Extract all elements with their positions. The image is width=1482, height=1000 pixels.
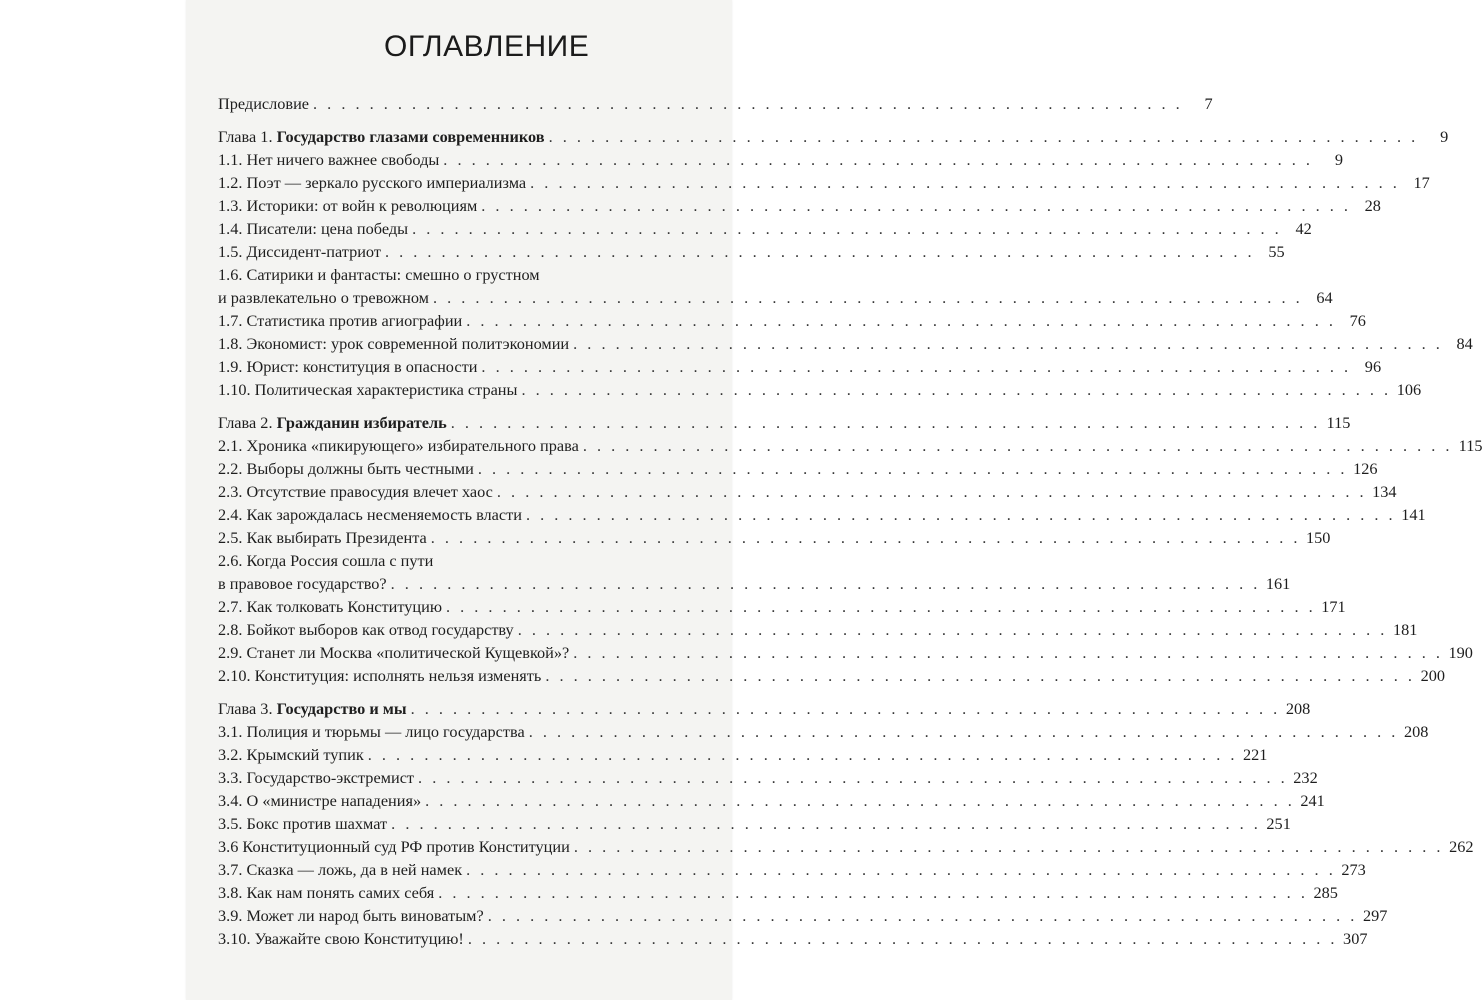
entry-label: и развлекательно о тревожном bbox=[218, 288, 429, 307]
dot-leader: . . . . . . . . . . . . . . . . . . . . . . . . . . . . . . . . . . . . . . . . . . . . . . . . . . . . . . . . . . . . . . bbox=[481, 357, 1352, 376]
entry-label: 2.1. Хроника «пикирующего» избирательного права bbox=[218, 436, 579, 455]
toc-entry[interactable] bbox=[218, 457, 1378, 480]
page-number: 208 bbox=[1403, 722, 1429, 741]
toc-entry[interactable] bbox=[218, 378, 1422, 401]
toc-entry[interactable] bbox=[218, 881, 1338, 904]
dot-leader: . . . . . . . . . . . . . . . . . . . . . . . . . . . . . . . . . . . . . . . . . . . . . . . . . . . . . . . . . . . . . . bbox=[412, 219, 1282, 238]
toc-entry[interactable] bbox=[218, 927, 1368, 950]
chapter-prefix: Глава 3. bbox=[218, 699, 277, 718]
dot-leader: . . . . . . . . . . . . . . . . . . . . . . . . . . . . . . . . . . . . . . . . . . . . . . . . . . . . . . . . . . . . . . bbox=[487, 906, 1358, 925]
dot-leader: . . . . . . . . . . . . . . . . . . . . . . . . . . . . . . . . . . . . . . . . . . . . . . . . . . . . . . . . . . . . . . bbox=[430, 528, 1301, 547]
page-number: 42 bbox=[1295, 219, 1312, 238]
toc-entry[interactable] bbox=[218, 641, 1473, 664]
entry-label: 3.1. Полиция и тюрьмы — лицо государства bbox=[218, 722, 525, 741]
dot-leader: . . . . . . . . . . . . . . . . . . . . . . . . . . . . . . . . . . . . . . . . . . . . . . . . . . . . . . . . . . . . . . bbox=[466, 311, 1336, 330]
chapter-3 bbox=[218, 697, 1474, 950]
dot-leader: . . . . . . . . . . . . . . . . . . . . . . . . . . . . . . . . . . . . . . . . . . . . . . . . . . . . . . . . . . . . . . bbox=[467, 929, 1338, 948]
page-number: 171 bbox=[1321, 597, 1346, 616]
entry-label: 1.4. Писатели: цена победы bbox=[218, 219, 409, 238]
page-number: 232 bbox=[1293, 768, 1318, 787]
dot-leader: . . . . . . . . . . . . . . . . . . . . . . . . . . . . . . . . . . . . . . . . . . . . . . . . . . . . . . . . . . . . . . bbox=[433, 288, 1303, 307]
dot-leader: . . . . . . . . . . . . . . . . . . . . . . . . . . . . . . . . . . . . . . . . . . . . . . . . . . . . . . . . . . . . . . bbox=[313, 94, 1183, 113]
page-number: 161 bbox=[1265, 574, 1291, 593]
dot-leader: . . . . . . . . . . . . . . . . . . . . . . . . . . . . . . . . . . . . . . . . . . . . . . . . . . . . . . . . . . . . . . bbox=[517, 620, 1388, 639]
entry-label: 1.1. Нет ничего важнее свободы bbox=[218, 150, 440, 169]
entry-label: 3.5. Бокс против шахмат bbox=[218, 814, 388, 833]
entry-label: 3.4. О «министре нападения» bbox=[218, 791, 422, 810]
entry-label: 3.3. Государство-экстремист bbox=[218, 768, 415, 787]
toc-entry[interactable] bbox=[218, 480, 1397, 503]
toc-entry[interactable] bbox=[218, 148, 1343, 171]
toc-entry[interactable] bbox=[218, 595, 1346, 618]
dot-leader: . . . . . . . . . . . . . . . . . . . . . . . . . . . . . . . . . . . . . . . . . . . . . . . . . . . . . . . . . . . . . . bbox=[384, 242, 1255, 261]
dot-leader: . . . . . . . . . . . . . . . . . . . . . . . . . . . . . . . . . . . . . . . . . . . . . . . . . . . . . . . . . . . . . . bbox=[391, 814, 1261, 833]
dot-leader: . . . . . . . . . . . . . . . . . . . . . . . . . . . . . . . . . . . . . . . . . . . . . . . . . . . . . . . . . . . . . . bbox=[450, 413, 1321, 432]
chapter-title: Государство и мы bbox=[276, 699, 407, 718]
page-number: 17 bbox=[1413, 173, 1430, 192]
toc-entry[interactable] bbox=[218, 309, 1366, 332]
toc-entry[interactable] bbox=[218, 835, 1474, 858]
entry-first-line[interactable]: 1.6. Сатирики и фантасты: смешно о грустном bbox=[218, 265, 540, 284]
dot-leader: . . . . . . . . . . . . . . . . . . . . . . . . . . . . . . . . . . . . . . . . . . . . . . . . . . . . . . . . . . . . . . bbox=[573, 334, 1443, 353]
chapter-heading[interactable] bbox=[218, 125, 1449, 148]
page-number: 96 bbox=[1364, 357, 1382, 376]
dot-leader: . . . . . . . . . . . . . . . . . . . . . . . . . . . . . . . . . . . . . . . . . . . . . . . . . . . . . . . . . . . . . . bbox=[410, 699, 1281, 718]
entry-label: 3.9. Может ли народ быть виноватым? bbox=[218, 906, 484, 925]
page-number: 9 bbox=[1440, 127, 1449, 146]
entry-first-line[interactable]: 2.6. Когда Россия сошла с пути bbox=[218, 551, 434, 570]
page-number: 9 bbox=[1334, 150, 1343, 169]
entry-label: 1.8. Экономист: урок современной политэкономии bbox=[218, 334, 570, 353]
page-number: 221 bbox=[1242, 745, 1268, 764]
chapter-heading[interactable] bbox=[218, 697, 1311, 720]
toc-title: ОГЛАВЛЕНИЕ bbox=[384, 30, 590, 63]
page-number: 262 bbox=[1449, 837, 1474, 856]
entry-label: 1.5. Диссидент-патриот bbox=[218, 242, 381, 261]
entry-label: 3.2. Крымский тупик bbox=[218, 745, 364, 764]
dot-leader: . . . . . . . . . . . . . . . . . . . . . . . . . . . . . . . . . . . . . . . . . . . . . . . . . . . . . . . . . . . . . . bbox=[438, 883, 1308, 902]
toc-entry[interactable] bbox=[218, 766, 1318, 789]
dot-leader: . . . . . . . . . . . . . . . . . . . . . . . . . . . . . . . . . . . . . . . . . . . . . . . . . . . . . . . . . . . . . . bbox=[443, 150, 1313, 169]
toc-entry[interactable] bbox=[218, 434, 1482, 457]
toc-entry[interactable] bbox=[218, 332, 1473, 355]
toc-entry[interactable] bbox=[218, 664, 1445, 687]
chapter-prefix: Глава 1. bbox=[218, 127, 277, 146]
dot-leader: . . . . . . . . . . . . . . . . . . . . . . . . . . . . . . . . . . . . . . . . . . . . . . . . . . . . . . . . . . . . . . bbox=[446, 597, 1316, 616]
chapter-title: Государство глазами современников bbox=[276, 127, 545, 146]
table-of-contents bbox=[218, 92, 1482, 960]
entry-label: 1.10. Политическая характеристика страны bbox=[218, 380, 518, 399]
page-number: 106 bbox=[1396, 380, 1422, 399]
toc-entry[interactable] bbox=[218, 743, 1268, 766]
page-number: 28 bbox=[1364, 196, 1381, 215]
page-number: 64 bbox=[1316, 288, 1333, 307]
page-number: 181 bbox=[1392, 620, 1418, 639]
page-number: 76 bbox=[1349, 311, 1366, 330]
page-number: 297 bbox=[1362, 906, 1388, 925]
chapter-prefix: Глава 2. bbox=[218, 413, 277, 432]
page-number: 115 bbox=[1326, 413, 1351, 432]
entry-label: 2.7. Как толковать Конституцию bbox=[218, 597, 442, 616]
dot-leader: . . . . . . . . . . . . . . . . . . . . . . . . . . . . . . . . . . . . . . . . . . . . . . . . . . . . . . . . . . . . . . bbox=[496, 482, 1367, 501]
page-number: 150 bbox=[1306, 528, 1331, 547]
toc-entry[interactable] bbox=[218, 92, 1213, 115]
page-number: 134 bbox=[1372, 482, 1397, 501]
page-number: 200 bbox=[1420, 666, 1445, 685]
toc-entry[interactable] bbox=[218, 904, 1388, 927]
page-number: 285 bbox=[1313, 883, 1338, 902]
dot-leader: . . . . . . . . . . . . . . . . . . . . . . . . . . . . . . . . . . . . . . . . . . . . . . . . . . . . . . . . . . . . . . bbox=[418, 768, 1288, 787]
chapter-title: Гражданин избиратель bbox=[276, 413, 447, 432]
dot-leader: . . . . . . . . . . . . . . . . . . . . . . . . . . . . . . . . . . . . . . . . . . . . . . . . . . . . . . . . . . . . . . bbox=[481, 196, 1351, 215]
toc-entry[interactable] bbox=[218, 618, 1418, 641]
toc-entry[interactable] bbox=[218, 720, 1429, 743]
toc-entry[interactable] bbox=[218, 858, 1366, 881]
dot-leader: . . . . . . . . . . . . . . . . . . . . . . . . . . . . . . . . . . . . . . . . . . . . . . . . . . . . . . . . . . . . . . bbox=[521, 380, 1392, 399]
dot-leader: . . . . . . . . . . . . . . . . . . . . . . . . . . . . . . . . . . . . . . . . . . . . . . . . . . . . . . . . . . . . . . bbox=[477, 459, 1348, 478]
entry-label: 3.10. Уважайте свою Конституцию! bbox=[218, 929, 464, 948]
dot-leader: . . . . . . . . . . . . . . . . . . . . . . . . . . . . . . . . . . . . . . . . . . . . . . . . . . . . . . . . . . . . . . bbox=[548, 127, 1419, 146]
entry-label: в правовое государство? bbox=[218, 574, 387, 593]
toc-entry[interactable] bbox=[218, 503, 1426, 526]
dot-leader: . . . . . . . . . . . . . . . . . . . . . . . . . . . . . . . . . . . . . . . . . . . . . . . . . . . . . . . . . . . . . . bbox=[425, 791, 1295, 810]
page-number: 251 bbox=[1266, 814, 1291, 833]
entry-label: 2.5. Как выбирать Президента bbox=[218, 528, 427, 547]
entry-label: 1.7. Статистика против агиографии bbox=[218, 311, 463, 330]
dot-leader: . . . . . . . . . . . . . . . . . . . . . . . . . . . . . . . . . . . . . . . . . . . . . . . . . . . . . . . . . . . . . . bbox=[466, 860, 1336, 879]
dot-leader: . . . . . . . . . . . . . . . . . . . . . . . . . . . . . . . . . . . . . . . . . . . . . . . . . . . . . . . . . . . . . . bbox=[525, 505, 1396, 524]
entry-label: 3.8. Как нам понять самих себя bbox=[218, 883, 435, 902]
entry-label: 2.9. Станет ли Москва «политической Кущевкой»? bbox=[218, 643, 570, 662]
entry-label: 2.3. Отсутствие правосудия влечет хаос bbox=[218, 482, 493, 501]
page-number: 241 bbox=[1300, 791, 1325, 810]
entry-label: 3.6 Конституционный суд РФ против Конституции bbox=[218, 837, 570, 856]
dot-leader: . . . . . . . . . . . . . . . . . . . . . . . . . . . . . . . . . . . . . . . . . . . . . . . . . . . . . . . . . . . . . . bbox=[582, 436, 1453, 455]
dot-leader: . . . . . . . . . . . . . . . . . . . . . . . . . . . . . . . . . . . . . . . . . . . . . . . . . . . . . . . . . . . . . . bbox=[367, 745, 1238, 764]
entry-label: 3.7. Сказка — ложь, да в ней намек bbox=[218, 860, 463, 879]
toc-entry[interactable] bbox=[218, 240, 1285, 263]
toc-entry[interactable] bbox=[218, 572, 1291, 595]
toc-entry[interactable] bbox=[218, 194, 1381, 217]
page-number: 208 bbox=[1285, 699, 1311, 718]
page-number: 7 bbox=[1204, 94, 1213, 113]
chapter-heading[interactable] bbox=[218, 411, 1351, 434]
toc-entry[interactable] bbox=[218, 286, 1333, 309]
toc-entry[interactable] bbox=[218, 812, 1291, 835]
page-number: 84 bbox=[1456, 334, 1473, 353]
dot-leader: . . . . . . . . . . . . . . . . . . . . . . . . . . . . . . . . . . . . . . . . . . . . . . . . . . . . . . . . . . . . . . bbox=[390, 574, 1261, 593]
chapter-1 bbox=[218, 125, 1473, 401]
page-number: 273 bbox=[1341, 860, 1366, 879]
toc-entry[interactable] bbox=[218, 355, 1382, 378]
dot-leader: . . . . . . . . . . . . . . . . . . . . . . . . . . . . . . . . . . . . . . . . . . . . . . . . . . . . . . . . . . . . . . bbox=[545, 666, 1415, 685]
entry-label: 2.8. Бойкот выборов как отвод государству bbox=[218, 620, 514, 639]
page-number: 55 bbox=[1268, 242, 1285, 261]
entry-label: 1.9. Юрист: конституция в опасности bbox=[218, 357, 478, 376]
entry-label: 2.4. Как зарождалась несменяемость власти bbox=[218, 505, 522, 524]
page-number: 307 bbox=[1343, 929, 1368, 948]
dot-leader: . . . . . . . . . . . . . . . . . . . . . . . . . . . . . . . . . . . . . . . . . . . . . . . . . . . . . . . . . . . . . . bbox=[528, 722, 1399, 741]
entry-label: 1.2. Поэт — зеркало русского империализма bbox=[218, 173, 527, 192]
entry-label: 1.3. Историки: от войн к революциям bbox=[218, 196, 478, 215]
entry-label: Предисловие bbox=[218, 94, 310, 113]
page-number: 126 bbox=[1353, 459, 1378, 478]
toc-entry[interactable] bbox=[218, 789, 1325, 812]
page-number: 115 bbox=[1458, 436, 1482, 455]
page-number: 190 bbox=[1448, 643, 1473, 662]
toc-entry[interactable] bbox=[218, 526, 1331, 549]
dot-leader: . . . . . . . . . . . . . . . . . . . . . . . . . . . . . . . . . . . . . . . . . . . . . . . . . . . . . . . . . . . . . . bbox=[573, 643, 1443, 662]
toc-preface bbox=[218, 92, 1213, 115]
toc-entry[interactable] bbox=[218, 171, 1430, 194]
dot-leader: . . . . . . . . . . . . . . . . . . . . . . . . . . . . . . . . . . . . . . . . . . . . . . . . . . . . . . . . . . . . . . bbox=[573, 837, 1444, 856]
entry-label: 2.10. Конституция: исполнять нельзя изменять bbox=[218, 666, 542, 685]
entry-label: 2.2. Выборы должны быть честными bbox=[218, 459, 474, 478]
toc-entry[interactable] bbox=[218, 217, 1312, 240]
dot-leader: . . . . . . . . . . . . . . . . . . . . . . . . . . . . . . . . . . . . . . . . . . . . . . . . . . . . . . . . . . . . . . bbox=[530, 173, 1400, 192]
page-number: 141 bbox=[1401, 505, 1426, 524]
chapter-2 bbox=[218, 411, 1482, 687]
